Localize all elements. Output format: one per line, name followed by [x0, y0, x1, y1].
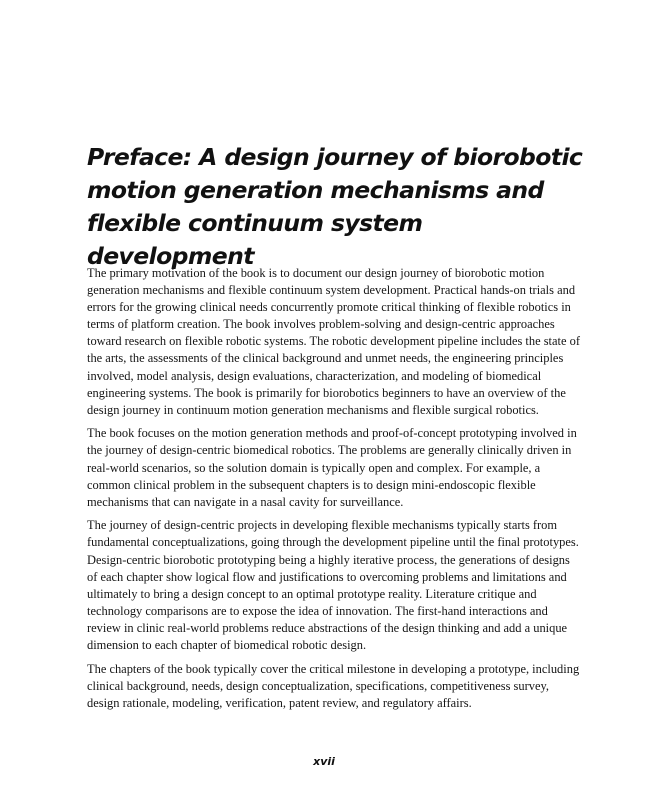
- page-number: xvii: [313, 755, 335, 768]
- paragraph-1: The primary motivation of the book is to document our design journey of biorobotic motion generation mechanisms and flexible continuum system development. Practical hands-on trials and errors for the growing clinical needs concurrently promote critical thinking of flexible robotics in terms of platform creation. The book involves problem-solving and design-centric approaches toward research on flexible robotic systems. The robotic development pipeline includes the state of the arts, the assessments of the clinical background and unmet needs, the engineering principles involved, model analysis, design evaluations, characterization, and modeling of biomedical engineering systems. The book is primarily for biorobotics beginners to have an overview of the design journey in continuum motion generation mechanisms and flexible surgical robotics.: [87, 266, 580, 417]
- paragraph-3: The journey of design-centric projects in developing flexible mechanisms typically starts from fundamental conceptualizations, going through the development pipeline until the final prototypes. Design-centric biorobotic prototyping being a highly iterative process, the generations of designs of each chapter show logical flow and justifications to overcoming problems and limitations and ultimately to bring a design concept to an optimal prototype reality. Literature critique and technology comparisons are to expose the idea of innovation. The first-hand interactions and review in clinic real-world problems reduce abstractions of the design thinking and add a unique dimension to each chapter of biomedical robotic design.: [87, 518, 579, 652]
- paragraph-4: The chapters of the book typically cover the critical milestone in developing a prototype, including clinical background, needs, design conceptualization, specifications, competitiveness survey, design rationale, modeling, verification, patent review, and regulatory affairs.: [87, 661, 580, 710]
- preface-title: Preface: A design journey of biorobotic motion generation mechanisms and flexible continuum system development: [87, 143, 583, 270]
- preface-body: [87, 265, 583, 718]
- paragraph-2: The book focuses on the motion generation methods and proof-of-concept prototyping involved in the journey of design-centric biomedical robotics. The problems are generally clinically driven in real-world scenarios, so the solution domain is typically open and complex. For example, a common clinical problem in the subsequent chapters is to design mini-endoscopic flexible mechanisms that can navigate in a nasal cavity for surveillance.: [87, 426, 577, 509]
